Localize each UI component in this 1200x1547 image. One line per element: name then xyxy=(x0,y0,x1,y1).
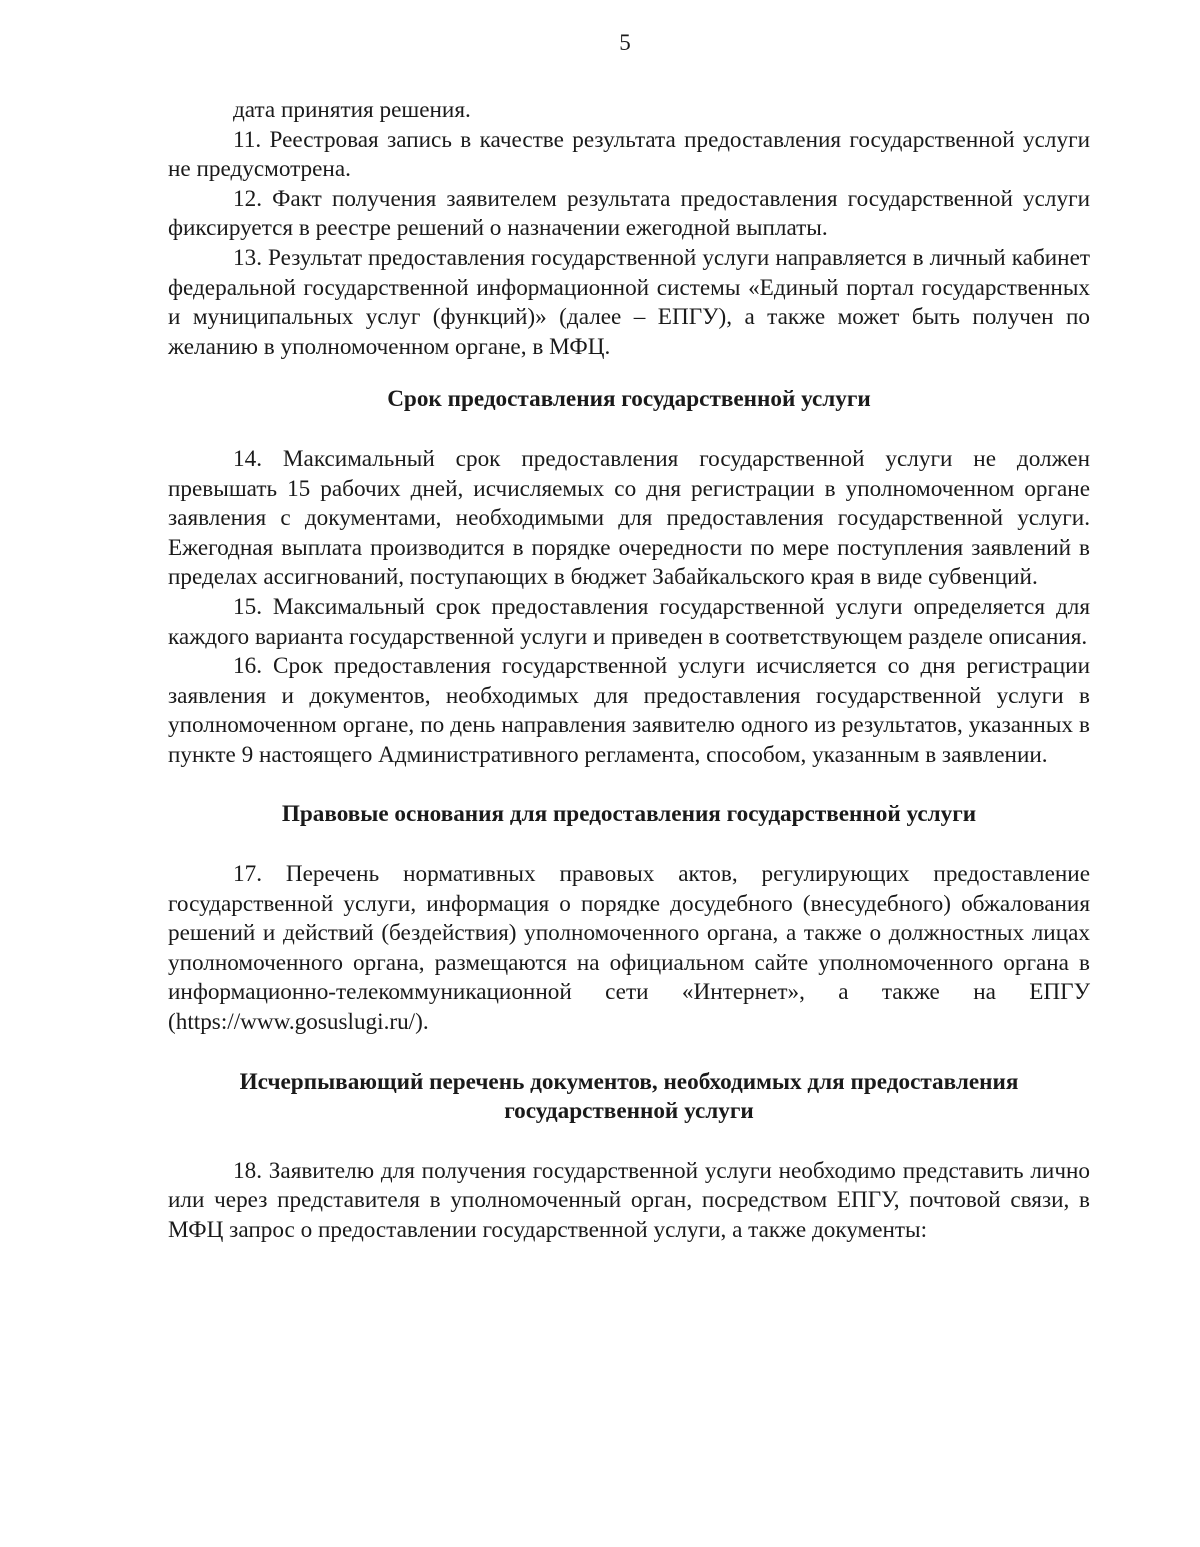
document-body xyxy=(168,96,1090,1246)
paragraph-13: 13. Результат предоставления государственной услуги направляется в личный кабинет федеральной государственной информационной системы «Единый портал государственных и муниципальных услуг (функций)» (далее – ЕПГУ), а также может быть получен по желанию в уполномоченном органе, в МФЦ. xyxy=(168,244,1090,360)
paragraph-18: 18. Заявителю для получения государственной услуги необходимо представить лично или через представителя в уполномоченный орган, посредством ЕПГУ, почтовой связи, в МФЦ запрос о предоставлении государственной услуги, а также документы: xyxy=(168,1157,1090,1243)
paragraph-decision-date: дата принятия решения. xyxy=(233,97,471,123)
paragraph-14: 14. Максимальный срок предоставления государственной услуги не должен превышать 15 рабочих дней, исчисляемых со дня регистрации в уполномоченном органе заявления с документами, необходимыми для предоставления государственной услуги. Ежегодная выплата производится в порядке очередности по мере поступления заявлений в пределах ассигнований, поступающих в бюджет Забайкальского края в виде субвенций. xyxy=(168,445,1090,591)
section-heading-documents-line2: государственной услуги xyxy=(504,1098,754,1125)
section-heading-legal-basis: Правовые основания для предоставления государственной услуги xyxy=(281,801,977,828)
section-heading-documents xyxy=(168,1068,1090,1127)
paragraph-16: 16. Срок предоставления государственной услуги исчисляется со дня регистрации заявления и документов, необходимых для предоставления государственной услуги в уполномоченном органе, по день направления заявителю одного из результатов, указанных в пункте 9 настоящего Административного регламента, способом, указанным в заявлении. xyxy=(168,653,1090,768)
section-heading-term: Срок предоставления государственной услуги xyxy=(387,386,871,413)
section-heading-documents-line1: Исчерпывающий перечень документов, необходимых для предоставления xyxy=(239,1068,1019,1095)
paragraph-12: 12. Факт получения заявителем результата предоставления государственной услуги фиксируется в реестре решений о назначении ежегодной выплаты. xyxy=(168,185,1090,242)
paragraph-15: 15. Максимальный срок предоставления государственной услуги определяется для каждого варианта государственной услуги и приведен в соответствующем разделе описания. xyxy=(168,593,1090,650)
page-number: 5 xyxy=(619,30,631,55)
paragraph-17: 17. Перечень нормативных правовых актов, регулирующих предоставление государственной услуги, информация о порядке досудебного (внесудебного) обжалования решений и действий (бездействия) уполномоченного органа, а также о должностных лицах уполномоченного органа, размещаются на официальном сайте уполномоченного органа в информационно-телекоммуникационной сети «Интернет», а также на ЕПГУ (https://www.gosuslugi.ru/). xyxy=(168,861,1090,1036)
paragraph-11: 11. Реестровая запись в качестве результата предоставления государственной услуги не предусмотрена. xyxy=(168,126,1090,183)
